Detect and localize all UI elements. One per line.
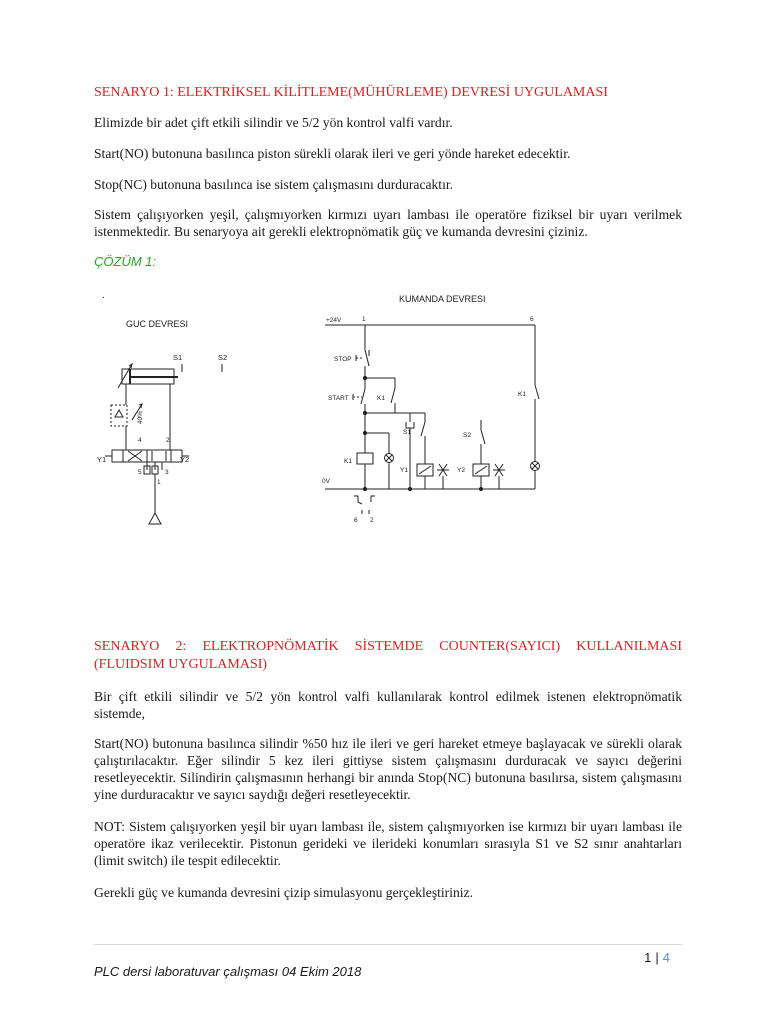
- k1-coil: [357, 453, 373, 464]
- port-1-label: 1: [157, 479, 161, 486]
- contact-2-label: 2: [370, 517, 374, 524]
- power-circuit-title: GUC DEVRESI: [126, 319, 189, 329]
- power-y1-label: Y1: [97, 455, 107, 464]
- y1-label: Y1: [400, 467, 408, 474]
- stop-button: [356, 350, 369, 366]
- power-s1-label: S1: [173, 353, 183, 362]
- k1-contact-symbol: [354, 496, 375, 514]
- footer-text: PLC dersi laboratuvar çalışması 04 Ekim 2018: [94, 964, 362, 979]
- scenario1-paragraph-3: Stop(NC) butonuna basılınca ise sistem çalışmasını durduracaktır.: [94, 177, 454, 192]
- circuit-diagram: [0, 280, 768, 530]
- s1-limit-switch-icon: [406, 422, 414, 428]
- s2-label: S2: [463, 432, 471, 439]
- power-s2-label: S2: [218, 353, 228, 362]
- page-separator: |: [655, 950, 659, 965]
- scenario1-paragraph-2: Start(NO) butonuna basılınca piston sürekli olarak ileri ve geri yönde hareket edecektir.: [94, 146, 571, 161]
- control-circuit-title: KUMANDA DEVRESI: [399, 294, 486, 304]
- page-current: 1: [644, 950, 652, 965]
- k1-coil-label: K1: [344, 458, 352, 465]
- page-total: 4: [662, 950, 670, 965]
- footer-rule: [94, 944, 682, 945]
- power-y2-label: Y2: [180, 455, 190, 464]
- y2-led-icon: [493, 464, 505, 476]
- supply-zero-label: 0V: [322, 478, 330, 485]
- contact-6-label: 6: [354, 517, 358, 524]
- node-6-label: 6: [530, 316, 534, 323]
- s1-label: S1: [403, 429, 411, 436]
- k1-contact-label: K1: [377, 395, 385, 402]
- supply-plus-label: +24V: [326, 317, 342, 324]
- port-4-label: 4: [138, 437, 142, 444]
- cylinder: [118, 364, 178, 388]
- pressure-source-icon: [149, 513, 161, 524]
- scenario2-paragraph-3: NOT: Sistem çalışıyorken yeşil bir uyarı lambası ile, sistem çalışmıyorken ise kırmızı bir uyarı lambası ile operatöre ikaz verilecektir. Pistonun gerideki ve ilerideki konumları sırasıyla S1 ve S2 sınır anahtarları (limit switch) ile tespit edilecektir.: [94, 819, 682, 868]
- y2-label: Y2: [457, 467, 465, 474]
- throttle-percent: 40%: [137, 410, 144, 424]
- scenario2-title: SENARYO 2: ELEKTROPNÖMATİK SİSTEMDE COUNTER(SAYICI) KULLANILMASI (FLUIDSIM UYGULAMASI): [94, 639, 682, 672]
- scenario2-paragraph-2: Start(NO) butonuna basılınca silindir %50 hız ile ileri ve geri hareket etmeye başlayacak ve sürekli olarak çalıştırılacaktır. Eğer silindir 5 kez ileri gittiyse sistem çalışmasını durduracak ve sayıcı değerini resetleyecektir. Silindirin çalışmasının herhangi bir anında Stop(NC) butonuna basılırsa, sistem çalışmasını yine durduracaktır ve sayıcı saydığı değeri resetleyecektir.: [94, 736, 682, 802]
- y1-led-icon: [437, 464, 449, 476]
- k1-nc-label: K1: [518, 391, 526, 398]
- solution-heading: ÇÖZÜM 1:: [94, 254, 157, 269]
- scenario1-title: SENARYO 1: ELEKTRİKSEL KİLİTLEME(MÜHÜRLEME) DEVRESİ UYGULAMASI: [94, 85, 608, 100]
- node-1-label: 1: [362, 316, 366, 323]
- stop-label: STOP: [334, 356, 352, 363]
- scenario2-paragraph-4: Gerekli güç ve kumanda devresini çizip simulasyonu gerçekleştiriniz.: [94, 885, 473, 900]
- valve-5-2: [105, 440, 189, 474]
- scenario1-paragraph-4: Sistem çalışıyorken yeşil, çalışmıyorken kırmızı uyarı lambası ile operatöre fiziksel bir uyarı verilmek istenmektedir. Bu senaryoya ait gerekli elektropnömatik güç ve kumanda devresini çiziniz.: [94, 207, 682, 239]
- start-button: [353, 389, 365, 404]
- scenario2-paragraph-1: Bir çift etkili silindir ve 5/2 yön kontrol valfi kullanılarak kontrol edilmek istenen elektropnömatik sistemde,: [94, 689, 682, 721]
- port-5-label: 5: [138, 469, 142, 476]
- start-label: START: [328, 395, 349, 402]
- port-2-label: 2: [166, 437, 170, 444]
- page-number: [644, 950, 670, 965]
- port-3-label: 3: [165, 469, 169, 476]
- stray-dot: .: [102, 290, 105, 301]
- scenario1-paragraph-1: Elimizde bir adet çift etkili silindir ve 5/2 yön kontrol valfi vardır.: [94, 115, 453, 130]
